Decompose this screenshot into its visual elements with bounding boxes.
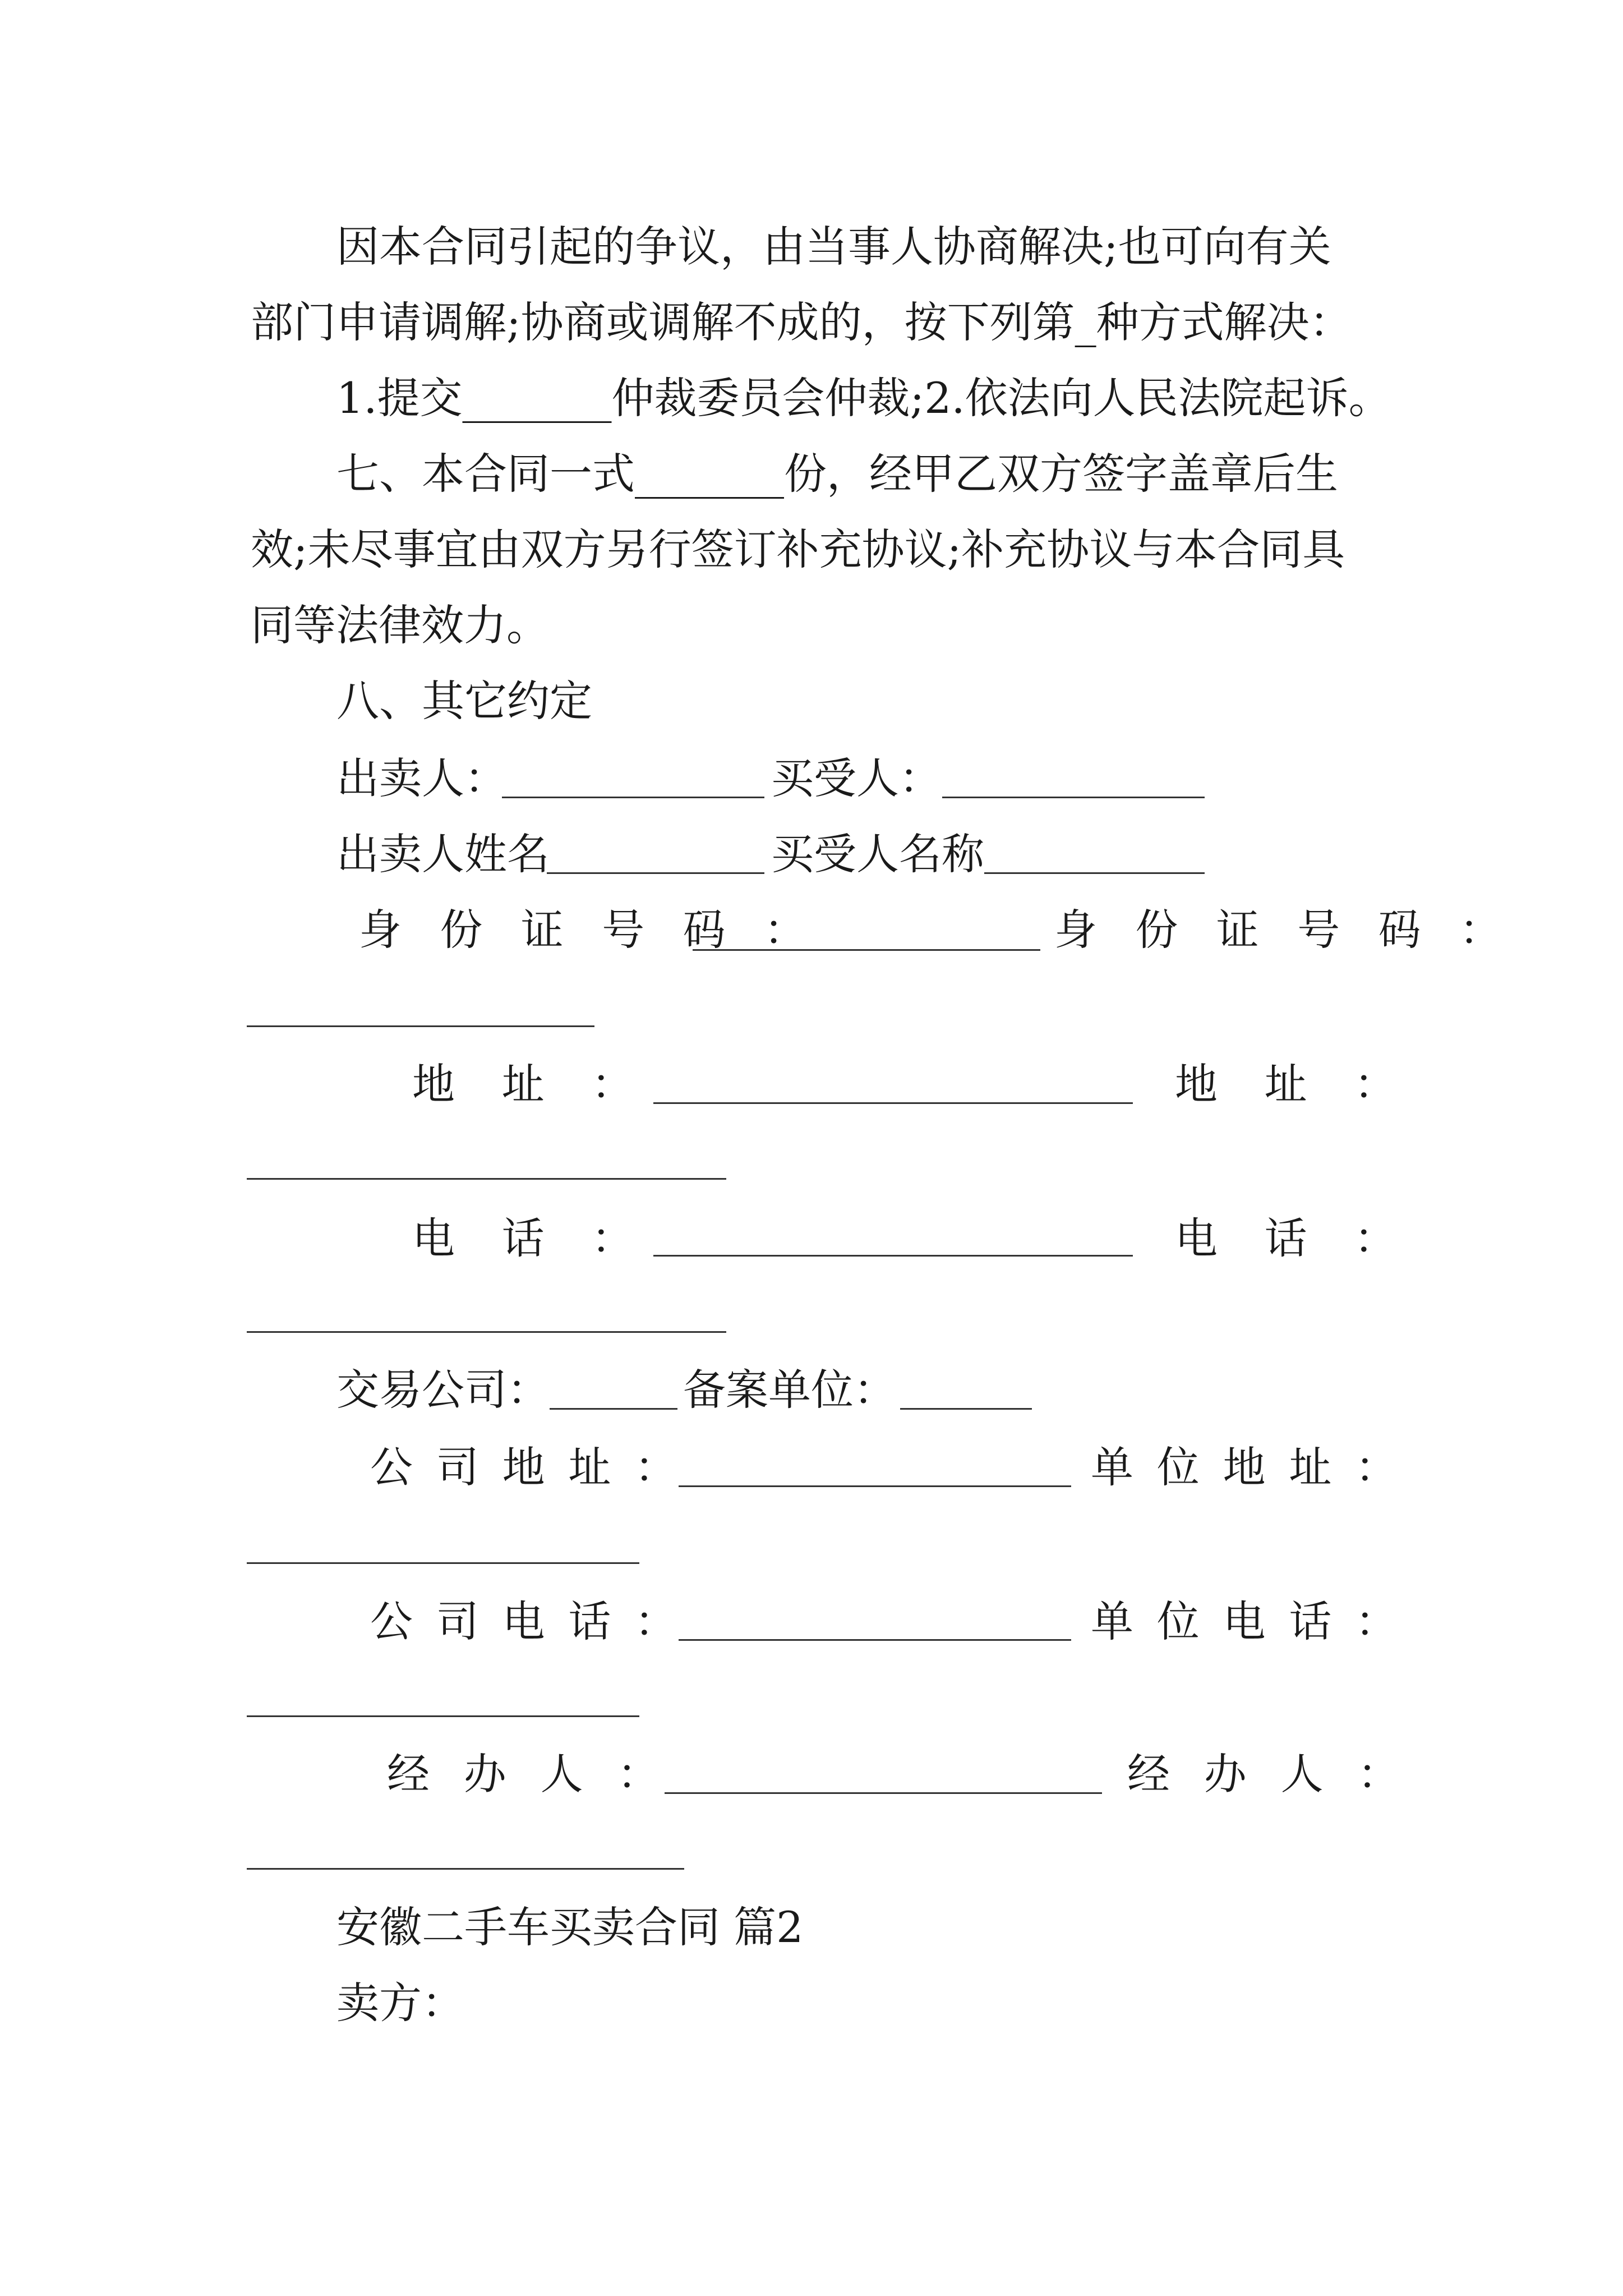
seller-blank xyxy=(502,797,764,798)
dispute-clause-line-2: 部门申请调解;协商或调解不成的，按下列第_种方式解决： xyxy=(251,297,1352,347)
seller-label: 出卖人： xyxy=(336,753,507,803)
address-label-right: 地址： xyxy=(1175,1059,1444,1109)
phone-label-right: 电话： xyxy=(1175,1213,1444,1263)
buyer-name-label: 买受人名称 xyxy=(771,829,984,879)
clause-7-line-1: 七、本合同一式_______份，经甲乙双方签字盖章后生 xyxy=(336,449,1338,499)
record-unit-label: 备案单位： xyxy=(683,1365,896,1415)
company-phone-label: 公司电话： xyxy=(370,1596,700,1646)
id-blank-right xyxy=(247,1025,594,1027)
buyer-blank xyxy=(942,797,1205,798)
trade-company-label: 交易公司： xyxy=(336,1365,550,1415)
phone-blank-left xyxy=(653,1255,1133,1257)
handler-label-right: 经办人： xyxy=(1127,1749,1435,1799)
address-blank-right xyxy=(247,1178,726,1180)
trade-company-blank xyxy=(550,1408,677,1410)
clause-8-heading: 八、其它约定 xyxy=(336,676,592,726)
handler-label-left: 经办人： xyxy=(387,1749,694,1799)
id-blank-left xyxy=(693,949,1040,951)
dispute-options-line: 1.提交_______仲裁委员会仲裁;2.依法向人民法院起诉。 xyxy=(336,373,1391,423)
clause-7-line-2: 效;未尽事宜由双方另行签订补充协议;补充协议与本合同具 xyxy=(251,524,1345,574)
next-section-title: 安徽二手车买卖合同 篇2 xyxy=(336,1902,804,1952)
company-address-label: 公司地址： xyxy=(370,1442,700,1492)
seller-name-blank xyxy=(547,872,764,874)
dispute-clause-line-1: 因本合同引起的争议，由当事人协商解决;也可向有关 xyxy=(336,222,1331,272)
buyer-name-blank xyxy=(984,872,1205,874)
buyer-label: 买受人： xyxy=(771,753,942,803)
seller-name-label: 出卖人姓名 xyxy=(336,829,550,879)
address-label-left: 地址： xyxy=(412,1059,681,1109)
unit-phone-label: 单位电话： xyxy=(1091,1596,1421,1646)
record-unit-blank xyxy=(900,1408,1032,1410)
next-section-seller-label: 卖方： xyxy=(336,1978,464,2028)
phone-label-left: 电话： xyxy=(412,1213,681,1263)
id-label-right: 身份证号码： xyxy=(1054,905,1541,955)
company-phone-blank xyxy=(679,1639,1071,1641)
company-address-blank xyxy=(679,1485,1071,1487)
unit-address-label: 单位地址： xyxy=(1091,1442,1421,1492)
handler-blank-right xyxy=(247,1868,684,1870)
handler-blank-left xyxy=(665,1792,1102,1794)
phone-blank-right xyxy=(247,1331,726,1333)
id-label-left: 身份证号码： xyxy=(359,905,845,955)
unit-phone-blank xyxy=(247,1715,639,1717)
clause-7-line-3: 同等法律效力。 xyxy=(251,600,549,650)
unit-address-blank xyxy=(247,1562,639,1564)
address-blank-left xyxy=(653,1102,1133,1104)
